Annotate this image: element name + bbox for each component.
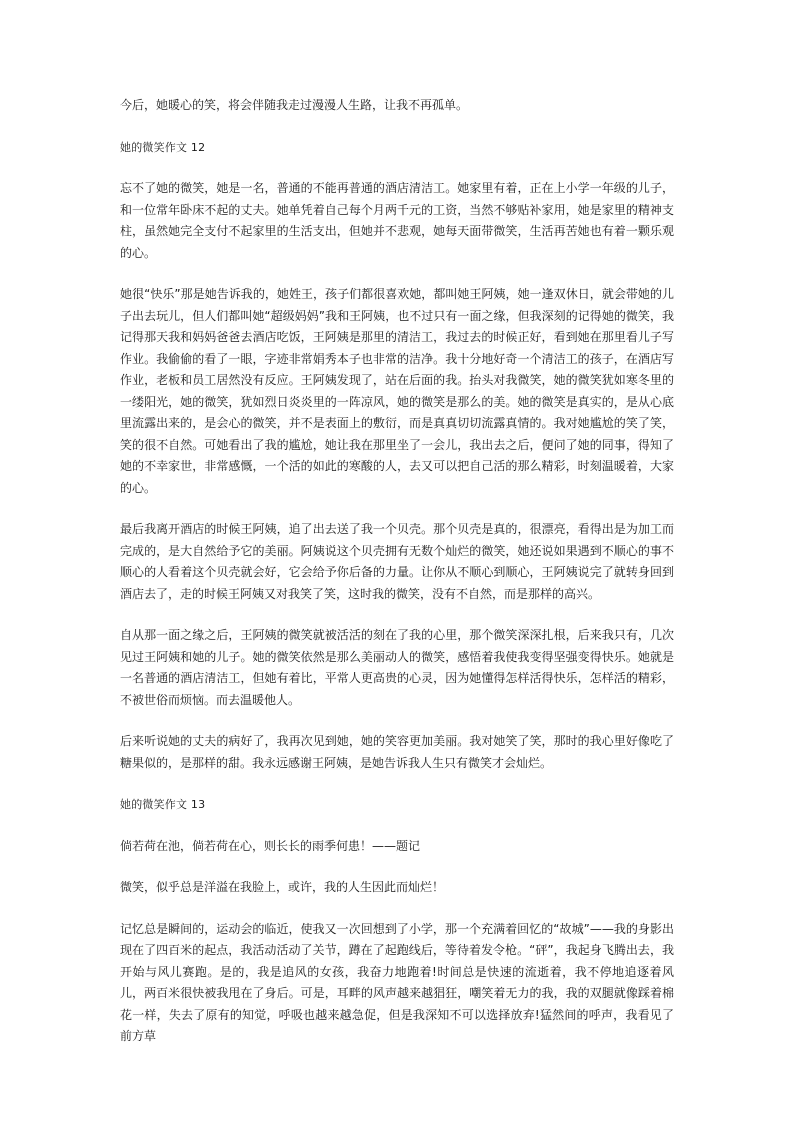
body-paragraph: 倘若荷在池，倘若荷在心，则长长的雨季何患！——题记 — [120, 838, 421, 853]
body-paragraph: 忘不了她的微笑，她是一名，普通的不能再普通的酒店清洁工。她家里有着，正在上小学一年级的儿子，和一位常年卧床不起的丈夫。她单凭着自己每个月两千元的工资，当然不够贴补家用，她是家里的精神支柱，虽然她完全支付不起家里的生活支出，但她并不悲观，她每天面带微笑，生活再苦她也有着一颗乐观的心。 — [120, 181, 674, 260]
body-paragraph: 微笑，似乎总是洋溢在我脸上，或许，我的人生因此而灿烂！ — [120, 880, 445, 894]
body-paragraph: 今后，她暖心的笑，将会伴随我走过漫漫人生路，让我不再孤单。 — [120, 98, 469, 112]
body-paragraph: 最后我离开酒店的时候王阿姨，追了出去送了我一个贝壳。那个贝壳是真的，很漂亮，看得出是为加工而完成的，是大自然给予它的美丽。阿姨说这个贝壳拥有无数个灿烂的微笑，她还说如果遇到不顺心的事不顺心的人看着这个贝壳就会好，它会给予你后备的力量。让你从不顺心到顺心，王阿姨说完了就转身回到酒店去了，走的时候王阿姨又对我笑了笑，这时我的微笑，没有不自然，而是那样的高兴。 — [120, 522, 674, 601]
essay-heading: 她的微笑作文 12 — [120, 140, 206, 154]
body-paragraph: 自从那一面之缘之后，王阿姨的微笑就被活活的刻在了我的心里，那个微笑深深扎根，后来我只有，几次见过王阿姨和她的儿子。她的微笑依然是那么美丽动人的微笑，感悟着我使我变得坚强变得快乐。她就是一名普通的酒店清洁工，但她有着比，平常人更高贵的心灵，因为她懂得怎样活得快乐，怎样活的精彩，不被世俗而烦恼。而去温暖他人。 — [120, 628, 674, 707]
body-paragraph: 后来听说她的丈夫的病好了，我再次见到她，她的笑容更加美丽。我对她笑了笑，那时的我心里好像吃了糖果似的，是那样的甜。我永远感谢王阿姨，是她告诉我人生只有微笑才会灿烂。 — [120, 734, 674, 770]
body-paragraph: 她很“快乐”那是她告诉我的，她姓王，孩子们都很喜欢她，都叫她王阿姨，她一逢双休日，就会带她的儿子出去玩儿，但人们都叫她“超级妈妈”我和王阿姨，也不过只有一面之缘，但我深刻的记得她的微笑，我记得那天我和妈妈爸爸去酒店吃饭，王阿姨是那里的清洁工，我过去的时候正好，看到她在那里看儿子写作业。我偷偷的看了一眼，字迹非常娟秀本子也非常的洁净。我十分地好奇一个清洁工的孩子，在酒店写作业，老板和员工居然没有反应。王阿姨发现了，站在后面的我。抬头对我微笑，她的微笑犹如寒冬里的一缕阳光，她的微笑，犹如烈日炎炎里的一阵凉风，她的微笑是那么的美。她的微笑是真实的，是从心底里流露出来的，是会心的微笑，并不是表面上的敷衍，而是真真切切流露真情的。我对她尴尬的笑了笑，笑的很不自然。可她看出了我的尴尬，她让我在那里坐了一会儿，我出去之后，便问了她的同事，得知了她的不幸家世，非常感慨，一个活的如此的寒酸的人，去又可以把自己活的那么精彩，时刻温暖着，大家的心。 — [120, 287, 674, 495]
essay-heading: 她的微笑作文 13 — [120, 798, 206, 811]
body-paragraph: 记忆总是瞬间的，运动会的临近，使我又一次回想到了小学，那一个充满着回忆的“故城”——我的身影出现在了四百米的起点，我活动活动了关节，蹲在了起跑线后，等待着发令枪。“砰”，我起身飞腾出去，我开始与风儿赛跑。是的，我是追风的女孩，我奋力地跑着!时间总是快速的流逝着，我不停地追逐着风儿，两百米很快被我甩在了身后。可是，耳畔的风声越来越猖狂，嘲笑着无力的我，我的双腿就像踩着棉花一样，失去了原有的知觉，呼吸也越来越急促，但是我深知不可以选择放弃!猛然间的呼声，我看见了前方草 — [120, 921, 674, 1043]
